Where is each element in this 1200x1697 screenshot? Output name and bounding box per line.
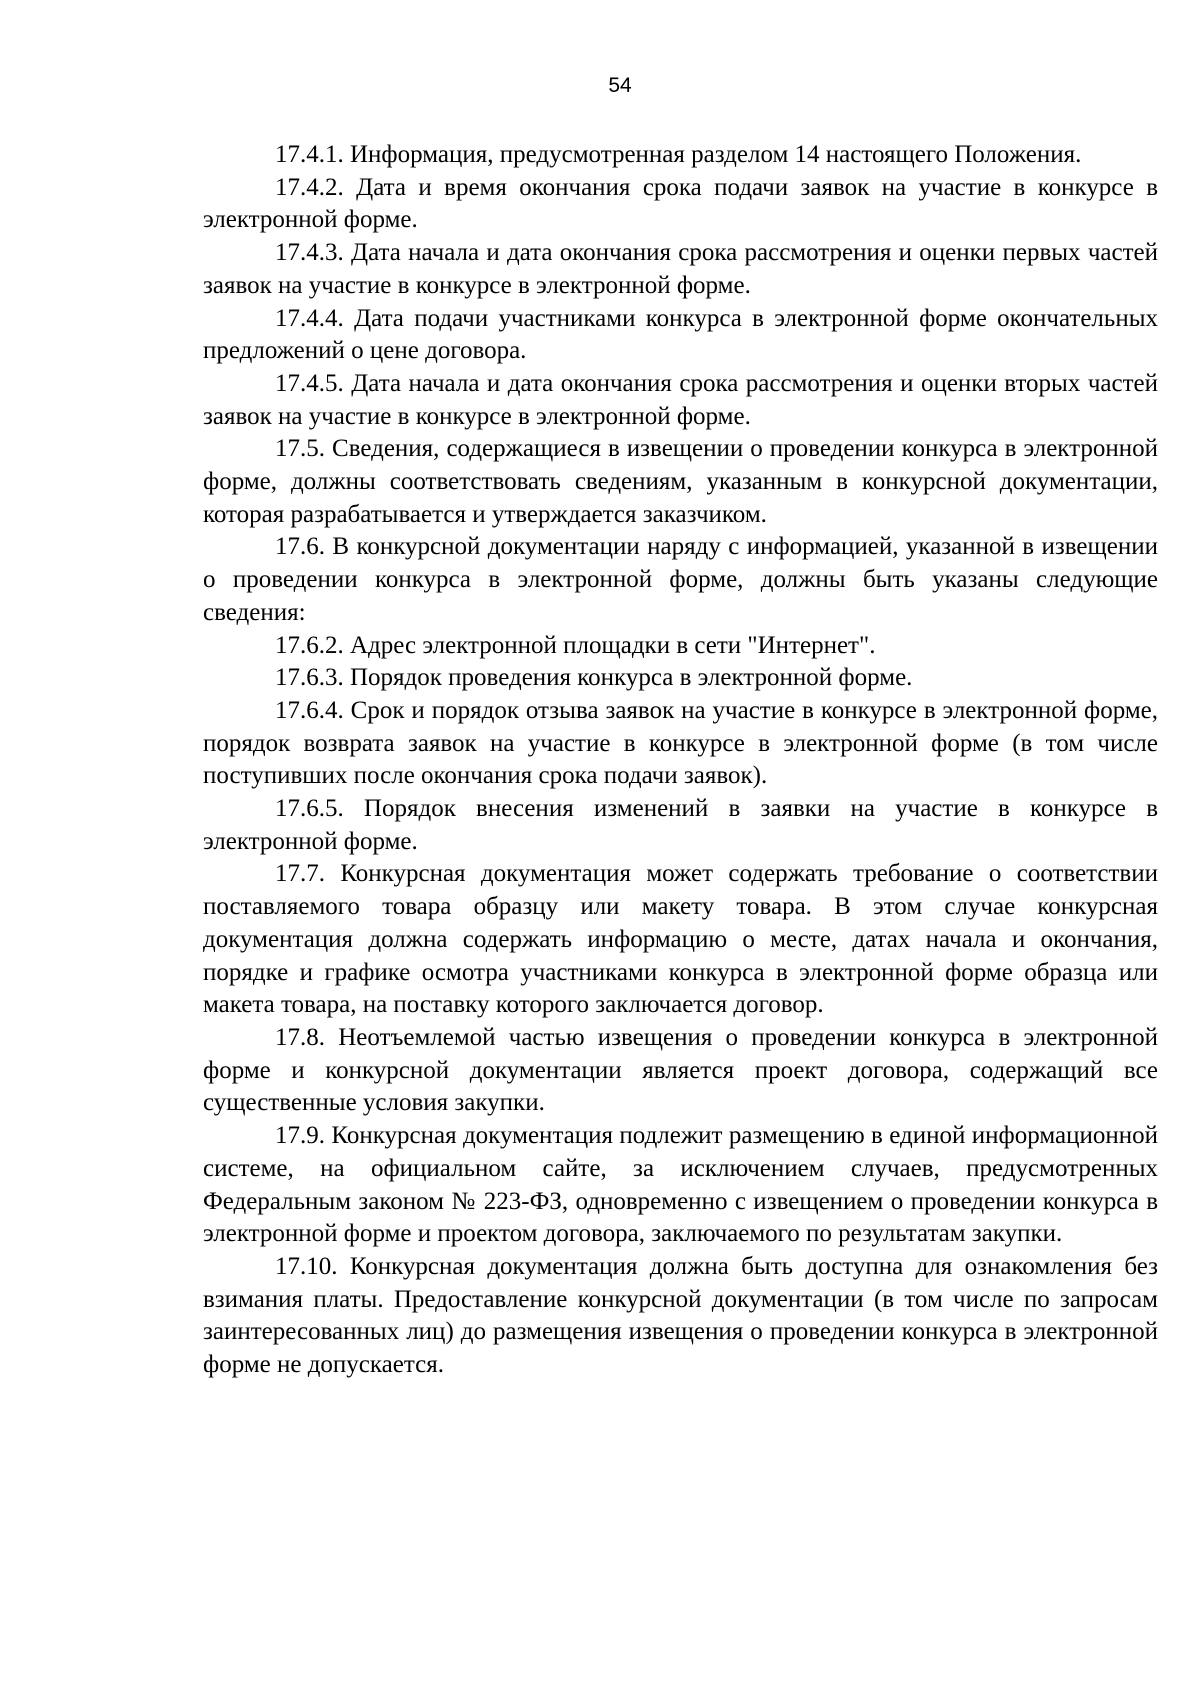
paragraph-17-4-4: 17.4.4. Дата подачи участниками конкурса в электронной форме окончательных предложений о цене договора. [203, 304, 1158, 365]
paragraph-17-8: 17.8. Неотъемлемой частью извещения о проведении конкурса в электронной форме и конкурсной документации является проект договора, содержащий все существенные условия закупки. [203, 1023, 1158, 1117]
document-body [203, 139, 1158, 1382]
paragraph-17-7: 17.7. Конкурсная документация может содержать требование о соответствии поставляемого товара образцу или макету товара. В этом случае конкурсная документация должна содержать информацию о месте, датах начала и окончания, порядке и графике осмотра участниками конкурса в электронной форме образца или макета товара, на поставку которого заключается договор. [203, 860, 1158, 1019]
paragraph-17-4-3: 17.4.3. Дата начала и дата окончания срока рассмотрения и оценки первых частей заявок на участие в конкурсе в электронной форме. [203, 239, 1158, 299]
paragraph-17-5: 17.5. Сведения, содержащиеся в извещении о проведении конкурса в электронной форме, должны соответствовать сведениям, указанным в конкурсной документации, которая разрабатывается и утверждается заказчиком. [203, 435, 1158, 528]
paragraph-17-6-2: 17.6.2. Адрес электронной площадки в сети "Интернет". [275, 631, 876, 659]
paragraph-17-6: 17.6. В конкурсной документации наряду с информацией, указанной в извещении о проведении конкурса в электронной форме, должны быть указаны следующие сведения: [203, 533, 1158, 626]
paragraph-17-10: 17.10. Конкурсная документация должна быть доступна для ознакомления без взимания платы. Предоставление конкурсной документации (в том числе по запросам заинтересованных лиц) до размещения извещения о проведении конкурса в электронной форме не допускается. [203, 1252, 1158, 1379]
paragraph-17-4-2: 17.4.2. Дата и время окончания срока подачи заявок на участие в конкурсе в электронной форме. [203, 173, 1158, 234]
paragraph-17-6-5: 17.6.5. Порядок внесения изменений в заявки на участие в конкурсе в электронной форме. [203, 795, 1158, 855]
paragraph-17-4-5: 17.4.5. Дата начала и дата окончания срока рассмотрения и оценки вторых частей заявок на участие в конкурсе в электронной форме. [203, 369, 1158, 430]
page-number: 54 [608, 74, 632, 97]
paragraph-17-4-1: 17.4.1. Информация, предусмотренная разделом 14 настоящего Положения. [275, 141, 1082, 168]
paragraph-17-9: 17.9. Конкурсная документация подлежит размещению в единой информационной системе, на официальном сайте, за исключением случаев, предусмотренных Федеральным законом № 223-ФЗ, одновременно с извещением о проведении конкурса в электронной форме и проектом договора, заключаемого по результатам закупки. [203, 1122, 1158, 1248]
paragraph-17-6-4: 17.6.4. Срок и порядок отзыва заявок на участие в конкурсе в электронной форме, порядок возврата заявок на участие в конкурсе в электронной форме (в том числе поступивших после окончания срока подачи заявок). [203, 696, 1158, 790]
paragraph-17-6-3: 17.6.3. Порядок проведения конкурса в электронной форме. [275, 664, 913, 692]
